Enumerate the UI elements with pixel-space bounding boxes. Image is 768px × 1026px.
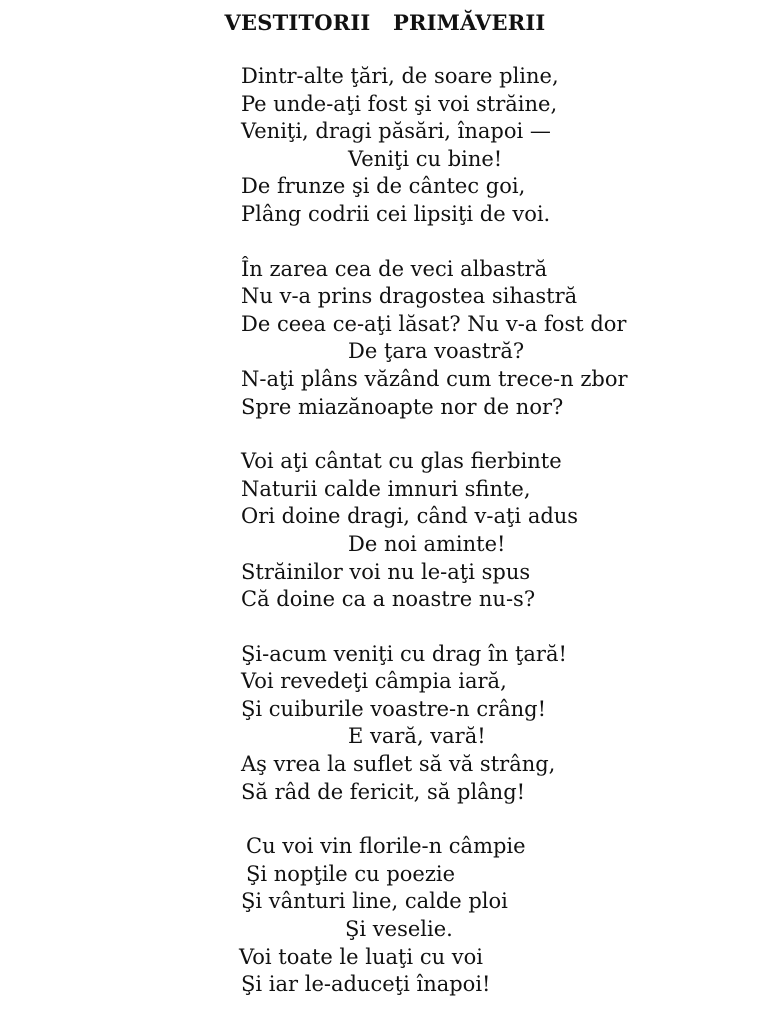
poem-line: Dintr-alte ţări, de soare pline,: [241, 64, 559, 88]
poem-line: De frunze şi de cântec goi,: [241, 174, 526, 199]
poem-line: Naturii calde imnuri sfinte,: [241, 476, 531, 501]
poem-line: Străinilor voi nu le-aţi spus: [241, 559, 531, 584]
stanza-3: [241, 448, 628, 614]
poem-line: Nu v-a prins dragostea sihastră: [241, 284, 578, 309]
poem-line: În zarea cea de veci albastră: [241, 256, 548, 281]
poem-refrain-line: E vară, vară!: [348, 724, 486, 749]
poem-line: Spre miazănoapte nor de nor?: [241, 394, 564, 419]
poem-line: Şi cuiburile voastre-n crâng!: [241, 696, 547, 721]
poem-line: Aş vrea la suflet să vă strâng,: [241, 752, 556, 777]
stanza-4: [241, 641, 628, 807]
poem-line: Veniţi, dragi păsări, înapoi —: [241, 119, 551, 144]
poem-line: Voi toate le luaţi cu voi: [239, 944, 484, 969]
poem-title: VESTITORII PRIMĂVERII: [224, 10, 546, 35]
stanza-2: [241, 256, 628, 422]
poem-line: Să râd de fericit, să plâng!: [241, 779, 526, 804]
poem-line: Plâng codrii cei lipsiţi de voi.: [241, 201, 551, 226]
poem-line: Că doine ca a noastre nu-s?: [241, 587, 536, 612]
poem-line: Şi iar le-aduceţi înapoi!: [241, 972, 491, 997]
poem-line: Pe unde-aţi fost şi voi străine,: [241, 91, 558, 116]
poem-line: Cu voi vin florile-n câmpie: [246, 834, 526, 859]
poem-line: Voi revedeţi câmpia iară,: [241, 669, 507, 694]
poem-line: Voi aţi cântat cu glas fierbinte: [241, 449, 562, 474]
stanza-5: [241, 833, 628, 999]
poem-line: Şi nopţile cu poezie: [246, 861, 456, 886]
poem-line: N-aţi plâns văzând cum trece-n zbor: [241, 366, 628, 391]
poem-refrain-line: De noi aminte!: [348, 531, 506, 556]
poem-refrain-line: De ţara voastră?: [348, 339, 525, 364]
poem-line: Şi-acum veniţi cu drag în ţară!: [241, 641, 567, 666]
stanza-1: [241, 63, 628, 229]
poem-line: De ceea ce-aţi lăsat? Nu v-a fost dor: [241, 311, 627, 336]
poem-refrain-line: Şi veselie.: [345, 917, 453, 942]
poem-line: Şi vânturi line, calde ploi: [241, 889, 508, 914]
poem-refrain-line: Veniţi cu bine!: [348, 146, 503, 171]
poem-body: [241, 63, 628, 1026]
poem-line: Ori doine dragi, când v-aţi adus: [241, 504, 579, 529]
